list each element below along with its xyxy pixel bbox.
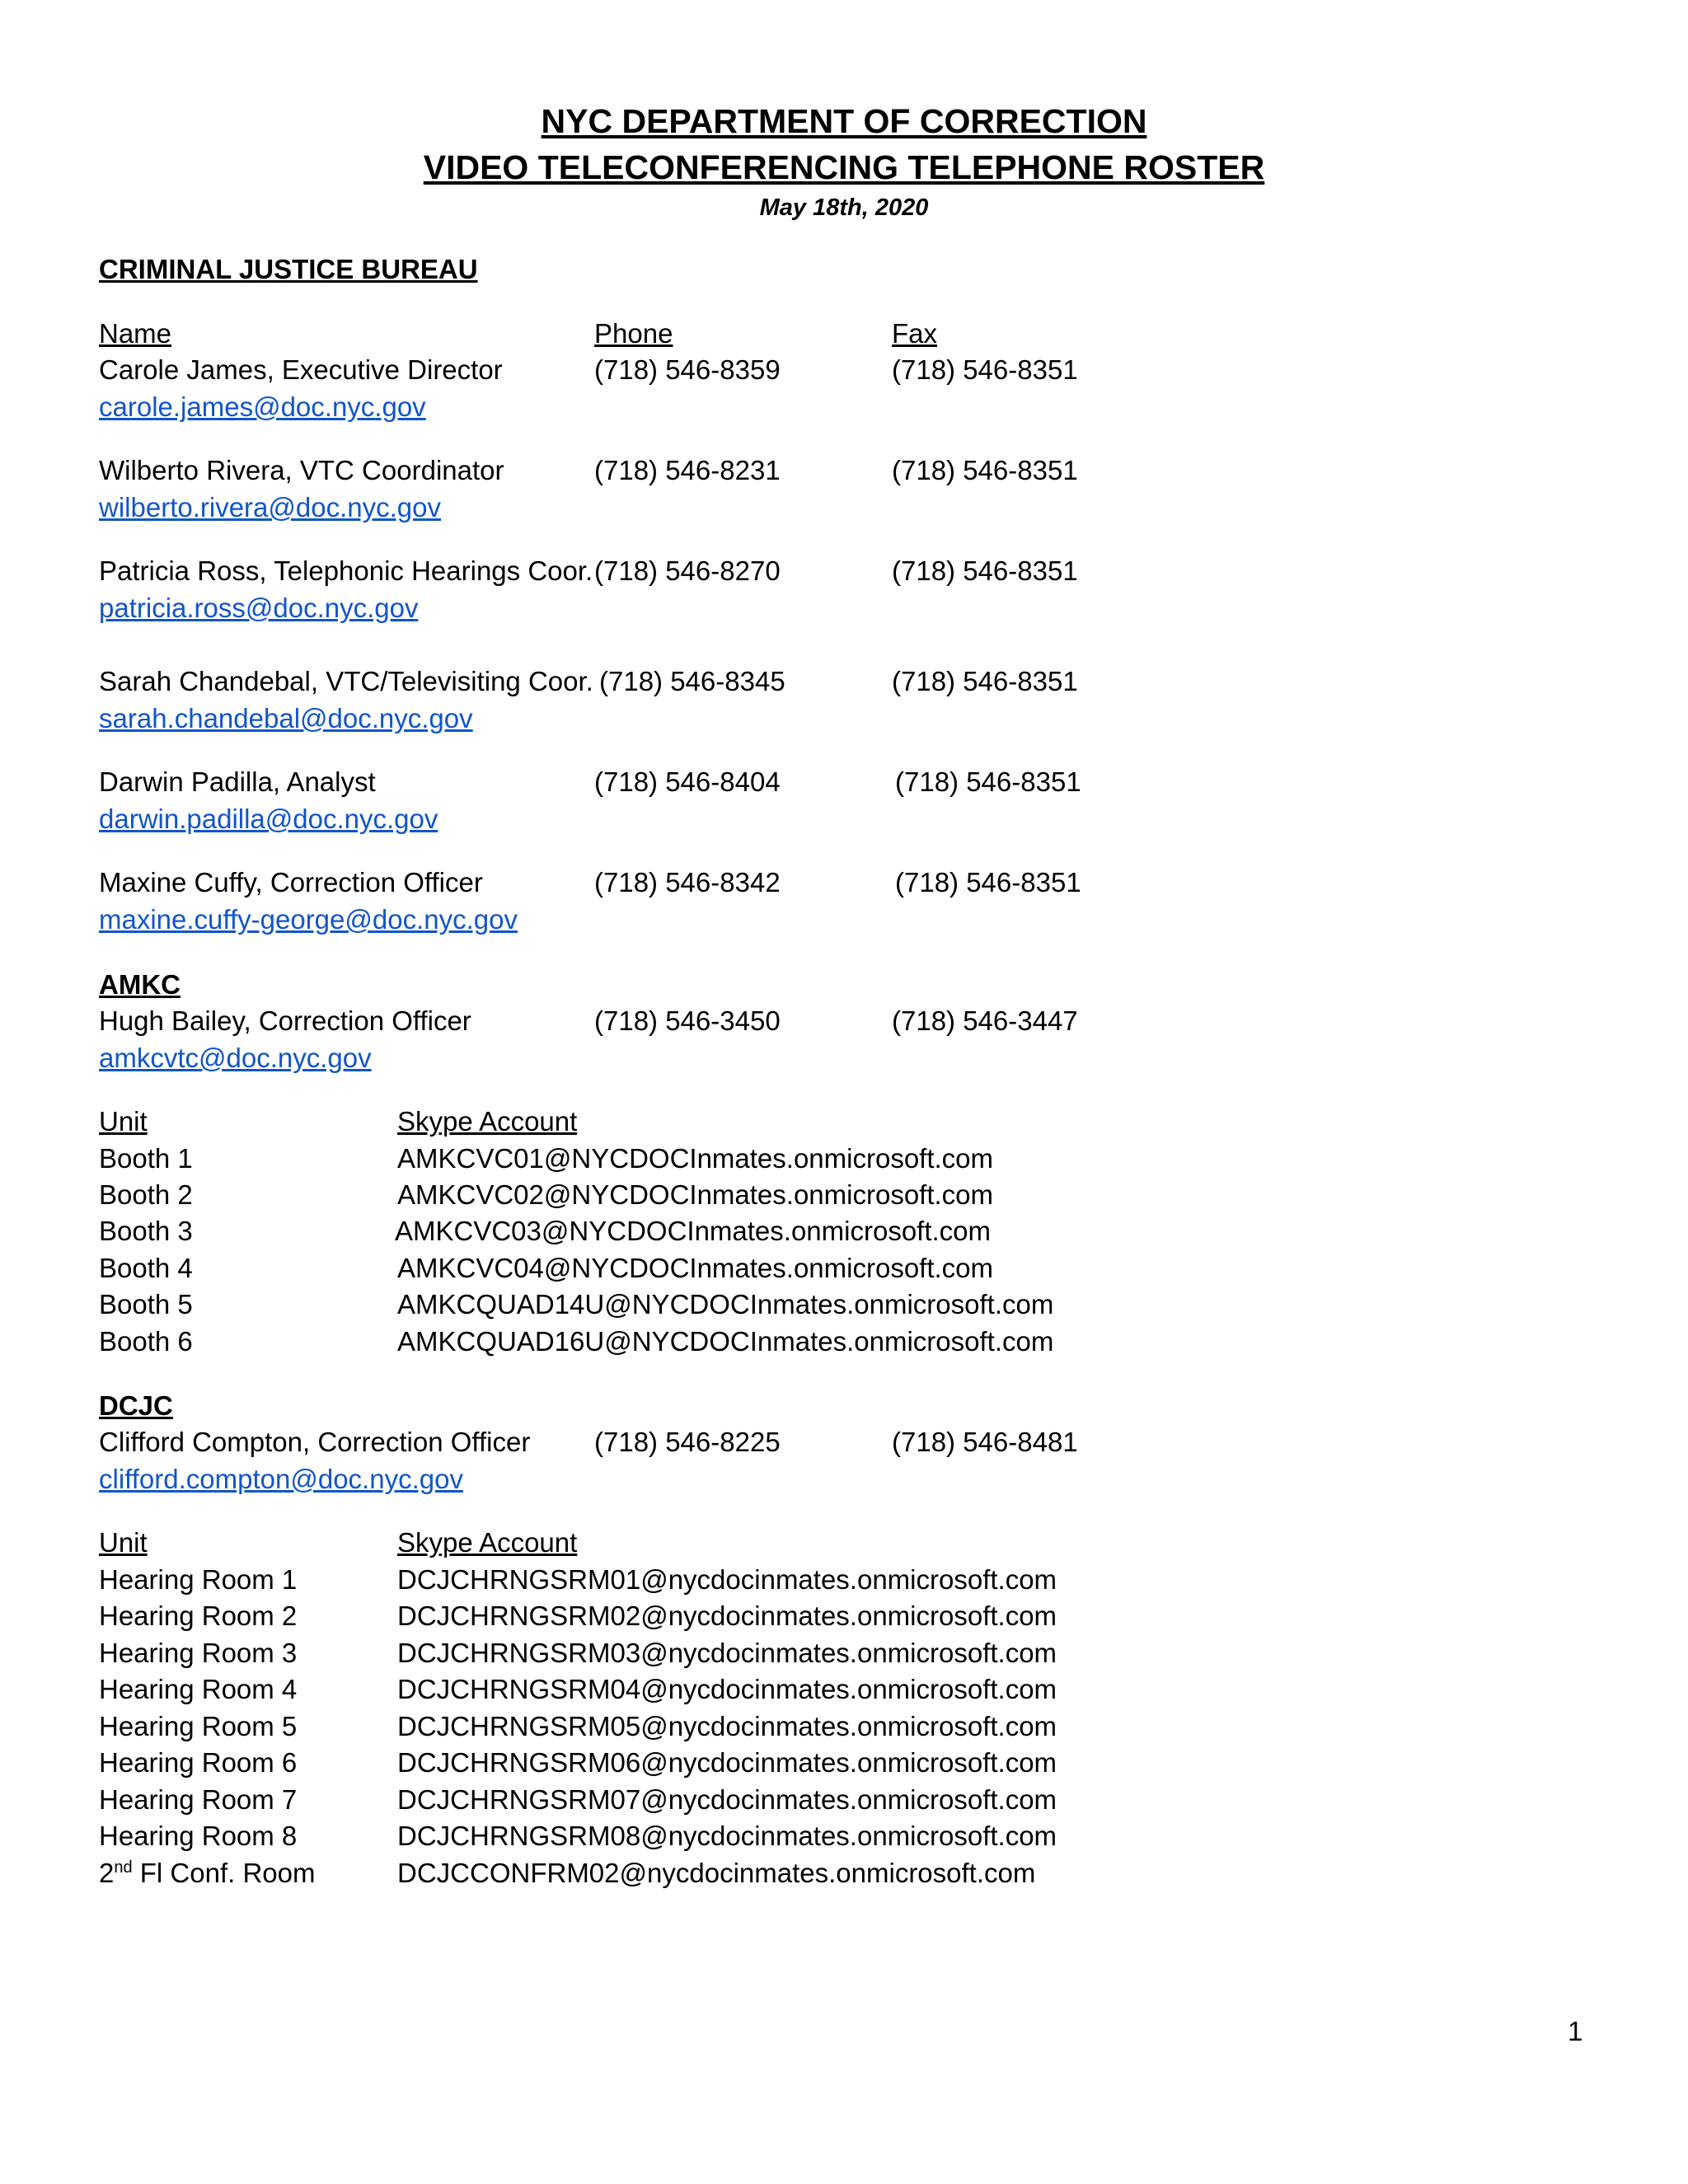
column-header-skype-account: Skype Account: [397, 1106, 578, 1137]
unit-row: [0, 1326, 1688, 1362]
contact-row: [0, 354, 1688, 391]
contact-phone: (718) 546-8359: [594, 354, 781, 385]
unit-name: Booth 6: [99, 1326, 193, 1357]
skype-account: AMKCVC04@NYCDOCInmates.onmicrosoft.com: [397, 1253, 994, 1283]
unit-floor-number: 2: [99, 1858, 115, 1888]
unit-row: [0, 1674, 1688, 1710]
column-header-unit: Unit: [99, 1106, 148, 1137]
unit-name: Hearing Room 1: [99, 1564, 298, 1595]
unit-name: Booth 5: [99, 1289, 193, 1319]
contact-fax: (718) 546-8351: [892, 666, 1078, 696]
contact-email-link[interactable]: carole.james@doc.nyc.gov: [99, 391, 426, 422]
unit-name: Hearing Room 8: [99, 1821, 298, 1851]
unit-name: [99, 1858, 316, 1889]
contact-name: Carole James, Executive Director: [99, 354, 503, 385]
contact-fax: (718) 546-8351: [892, 555, 1078, 586]
unit-row: [0, 1601, 1688, 1637]
skype-account: DCJCHRNGSRM01@nycdocinmates.onmicrosoft.com: [397, 1564, 1057, 1595]
contact-phone: (718) 546-3450: [594, 1005, 781, 1036]
column-header-fax: Fax: [892, 318, 938, 349]
contact-name: Sarah Chandebal, VTC/Televisiting Coor.: [99, 666, 593, 696]
section-heading-cjb: CRIMINAL JUSTICE BUREAU: [99, 254, 478, 284]
roster-date: May 18th, 2020: [759, 194, 929, 221]
unit-row-conference-room: [0, 1858, 1688, 1894]
unit-name: Hearing Room 5: [99, 1711, 298, 1741]
unit-row: [0, 1289, 1688, 1325]
contact-name: Patricia Ross, Telephonic Hearings Coor.: [99, 555, 593, 586]
skype-account: DCJCHRNGSRM05@nycdocinmates.onmicrosoft.com: [397, 1711, 1057, 1741]
contact-phone: (718) 546-8345: [599, 666, 785, 696]
skype-account: DCJCHRNGSRM06@nycdocinmates.onmicrosoft.com: [397, 1747, 1057, 1778]
contact-phone: (718) 546-8270: [594, 555, 781, 586]
contact-email-link[interactable]: darwin.padilla@doc.nyc.gov: [99, 804, 438, 834]
unit-name: Booth 2: [99, 1179, 193, 1210]
skype-account: AMKCQUAD16U@NYCDOCInmates.onmicrosoft.com: [397, 1326, 1054, 1357]
unit-name: Booth 4: [99, 1253, 193, 1283]
contact-row: [0, 666, 1688, 702]
cjb-column-headers: [0, 318, 1688, 354]
unit-row: [0, 1821, 1688, 1857]
unit-name: Hearing Room 2: [99, 1601, 298, 1631]
unit-row: [0, 1564, 1688, 1601]
column-header-phone: Phone: [594, 318, 673, 349]
contact-name: Wilberto Rivera, VTC Coordinator: [99, 455, 504, 485]
dcjc-unit-headers: [0, 1527, 1688, 1563]
contact-fax: (718) 546-8351: [895, 867, 1081, 898]
contact-email-link[interactable]: clifford.compton@doc.nyc.gov: [99, 1464, 463, 1494]
unit-row: [0, 1143, 1688, 1179]
unit-floor-ordinal: nd: [114, 1858, 133, 1877]
skype-account: DCJCHRNGSRM08@nycdocinmates.onmicrosoft.com: [397, 1821, 1057, 1851]
unit-name: Hearing Room 6: [99, 1747, 298, 1778]
page-title-line-2: VIDEO TELECONFERENCING TELEPHONE ROSTER: [423, 148, 1265, 186]
contact-fax: (718) 546-3447: [892, 1005, 1078, 1036]
contact-email-link[interactable]: sarah.chandebal@doc.nyc.gov: [99, 703, 473, 733]
amkc-unit-headers: [0, 1106, 1688, 1142]
unit-row: [0, 1216, 1688, 1252]
unit-row: [0, 1253, 1688, 1289]
unit-name: Hearing Room 7: [99, 1784, 298, 1815]
contact-email-link[interactable]: maxine.cuffy-george@doc.nyc.gov: [99, 904, 518, 935]
skype-account: DCJCHRNGSRM07@nycdocinmates.onmicrosoft.com: [397, 1784, 1057, 1815]
contact-row: [0, 867, 1688, 903]
contact-email-link[interactable]: patricia.ross@doc.nyc.gov: [99, 593, 419, 623]
contact-name: Hugh Bailey, Correction Officer: [99, 1005, 471, 1036]
contact-phone: (718) 546-8231: [594, 455, 781, 485]
unit-row: [0, 1784, 1688, 1821]
contact-row: [0, 455, 1688, 491]
section-heading-dcjc: DCJC: [99, 1390, 173, 1421]
contact-row: [0, 1005, 1688, 1042]
contact-name: Maxine Cuffy, Correction Officer: [99, 867, 483, 898]
contact-row: [0, 1427, 1688, 1463]
contact-email-link[interactable]: wilberto.rivera@doc.nyc.gov: [99, 492, 441, 523]
contact-fax: (718) 546-8481: [892, 1427, 1078, 1457]
column-header-name: Name: [99, 318, 172, 349]
unit-floor-label: Fl Conf. Room: [132, 1858, 316, 1888]
skype-account: AMKCVC02@NYCDOCInmates.onmicrosoft.com: [397, 1179, 994, 1210]
contact-fax: (718) 546-8351: [892, 455, 1078, 485]
contact-name: Darwin Padilla, Analyst: [99, 766, 376, 797]
unit-row: [0, 1711, 1688, 1747]
skype-account: DCJCCONFRM02@nycdocinmates.onmicrosoft.com: [397, 1858, 1036, 1888]
skype-account: AMKCVC03@NYCDOCInmates.onmicrosoft.com: [395, 1216, 992, 1246]
unit-row: [0, 1638, 1688, 1674]
page-number: 1: [1568, 2016, 1583, 2046]
column-header-unit: Unit: [99, 1527, 148, 1558]
contact-fax: (718) 546-8351: [892, 354, 1078, 385]
column-header-skype-account: Skype Account: [397, 1527, 578, 1558]
unit-row: [0, 1179, 1688, 1216]
skype-account: DCJCHRNGSRM02@nycdocinmates.onmicrosoft.com: [397, 1601, 1057, 1631]
unit-name: Hearing Room 4: [99, 1674, 298, 1704]
section-heading-amkc: AMKC: [99, 969, 181, 1000]
unit-name: Hearing Room 3: [99, 1638, 298, 1668]
contact-name: Clifford Compton, Correction Officer: [99, 1427, 531, 1457]
contact-email-link[interactable]: amkcvtc@doc.nyc.gov: [99, 1043, 372, 1073]
skype-account: DCJCHRNGSRM04@nycdocinmates.onmicrosoft.com: [397, 1674, 1057, 1704]
contact-row: [0, 555, 1688, 592]
contact-row: [0, 766, 1688, 803]
contact-phone: (718) 546-8404: [594, 766, 781, 797]
contact-fax: (718) 546-8351: [895, 766, 1081, 797]
skype-account: DCJCHRNGSRM03@nycdocinmates.onmicrosoft.com: [397, 1638, 1057, 1668]
skype-account: AMKCQUAD14U@NYCDOCInmates.onmicrosoft.com: [397, 1289, 1054, 1319]
contact-phone: (718) 546-8225: [594, 1427, 781, 1457]
unit-name: Booth 3: [99, 1216, 193, 1246]
contact-phone: (718) 546-8342: [594, 867, 781, 898]
page-title-line-1: NYC DEPARTMENT OF CORRECTION: [541, 102, 1147, 140]
unit-row: [0, 1747, 1688, 1783]
unit-name: Booth 1: [99, 1143, 193, 1174]
skype-account: AMKCVC01@NYCDOCInmates.onmicrosoft.com: [397, 1143, 994, 1174]
